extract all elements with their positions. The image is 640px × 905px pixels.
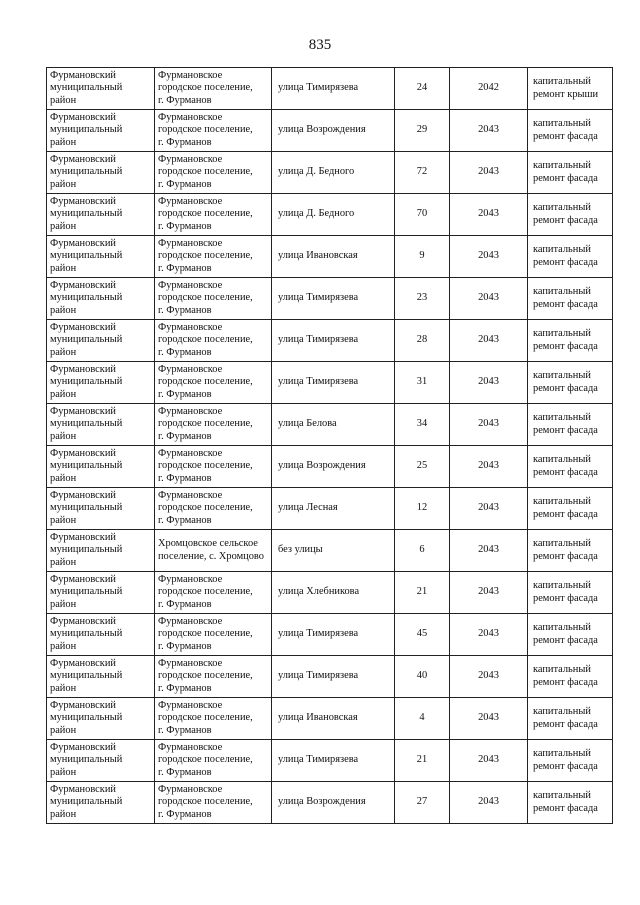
district-cell: Фурмановский муниципальный район [47,656,155,698]
work-type-cell: капитальный ремонт фасада [528,320,613,362]
house-number-cell: 72 [395,152,450,194]
street-cell: улица Возрождения [272,110,395,152]
year-cell: 2043 [450,320,528,362]
street-cell: улица Ивановская [272,698,395,740]
house-number-cell: 4 [395,698,450,740]
work-type-cell: капитальный ремонт фасада [528,740,613,782]
district-cell: Фурмановский муниципальный район [47,530,155,572]
year-cell: 2043 [450,404,528,446]
district-cell: Фурмановский муниципальный район [47,152,155,194]
table-row [47,194,613,236]
work-type-cell: капитальный ремонт фасада [528,236,613,278]
district-cell: Фурмановский муниципальный район [47,362,155,404]
settlement-cell: Фурмановское городское поселение, г. Фурманов [155,320,272,362]
settlement-cell: Фурмановское городское поселение, г. Фурманов [155,278,272,320]
work-type-cell: капитальный ремонт крыши [528,68,613,110]
table-row [47,152,613,194]
settlement-cell: Фурмановское городское поселение, г. Фурманов [155,572,272,614]
district-cell: Фурмановский муниципальный район [47,614,155,656]
year-cell: 2043 [450,446,528,488]
year-cell: 2043 [450,656,528,698]
table-row [47,614,613,656]
street-cell: улица Тимирязева [272,68,395,110]
district-cell: Фурмановский муниципальный район [47,698,155,740]
district-cell: Фурмановский муниципальный район [47,320,155,362]
table-row [47,236,613,278]
district-cell: Фурмановский муниципальный район [47,404,155,446]
district-cell: Фурмановский муниципальный район [47,740,155,782]
settlement-cell: Фурмановское городское поселение, г. Фурманов [155,698,272,740]
table-row [47,698,613,740]
street-cell: улица Д. Бедного [272,194,395,236]
district-cell: Фурмановский муниципальный район [47,236,155,278]
table-row [47,68,613,110]
table-row [47,656,613,698]
table-row [47,404,613,446]
settlement-cell: Фурмановское городское поселение, г. Фурманов [155,404,272,446]
work-type-cell: капитальный ремонт фасада [528,488,613,530]
work-type-cell: капитальный ремонт фасада [528,614,613,656]
settlement-cell: Фурмановское городское поселение, г. Фурманов [155,152,272,194]
work-type-cell: капитальный ремонт фасада [528,572,613,614]
house-number-cell: 31 [395,362,450,404]
page-number: 835 [308,37,332,53]
house-number-cell: 25 [395,446,450,488]
settlement-cell: Фурмановское городское поселение, г. Фурманов [155,446,272,488]
house-number-cell: 6 [395,530,450,572]
street-cell: улица Возрождения [272,782,395,824]
district-cell: Фурмановский муниципальный район [47,110,155,152]
district-cell: Фурмановский муниципальный район [47,572,155,614]
settlement-cell: Фурмановское городское поселение, г. Фурманов [155,614,272,656]
table-row [47,110,613,152]
table-row [47,278,613,320]
year-cell: 2043 [450,278,528,320]
settlement-cell: Фурмановское городское поселение, г. Фурманов [155,782,272,824]
year-cell: 2043 [450,530,528,572]
year-cell: 2042 [450,68,528,110]
settlement-cell: Фурмановское городское поселение, г. Фурманов [155,656,272,698]
table-body [47,68,613,824]
year-cell: 2043 [450,110,528,152]
street-cell: улица Тимирязева [272,614,395,656]
work-type-cell: капитальный ремонт фасада [528,782,613,824]
settlement-cell: Фурмановское городское поселение, г. Фурманов [155,68,272,110]
settlement-cell: Фурмановское городское поселение, г. Фурманов [155,236,272,278]
work-type-cell: капитальный ремонт фасада [528,110,613,152]
table-row [47,446,613,488]
house-number-cell: 34 [395,404,450,446]
table-row [47,740,613,782]
settlement-cell: Хромцовское сельское поселение, с. Хромцово [155,530,272,572]
work-type-cell: капитальный ремонт фасада [528,530,613,572]
district-cell: Фурмановский муниципальный район [47,68,155,110]
house-number-cell: 70 [395,194,450,236]
house-number-cell: 21 [395,740,450,782]
street-cell: улица Возрождения [272,446,395,488]
year-cell: 2043 [450,572,528,614]
table-row [47,488,613,530]
settlement-cell: Фурмановское городское поселение, г. Фурманов [155,740,272,782]
street-cell: улица Тимирязева [272,278,395,320]
table-row [47,530,613,572]
work-type-cell: капитальный ремонт фасада [528,278,613,320]
work-type-cell: капитальный ремонт фасада [528,446,613,488]
table-row [47,782,613,824]
house-number-cell: 29 [395,110,450,152]
street-cell: без улицы [272,530,395,572]
district-cell: Фурмановский муниципальный район [47,446,155,488]
street-cell: улица Белова [272,404,395,446]
settlement-cell: Фурмановское городское поселение, г. Фурманов [155,110,272,152]
work-type-cell: капитальный ремонт фасада [528,404,613,446]
housing-repair-table [46,67,613,824]
year-cell: 2043 [450,362,528,404]
settlement-cell: Фурмановское городское поселение, г. Фурманов [155,194,272,236]
work-type-cell: капитальный ремонт фасада [528,656,613,698]
work-type-cell: капитальный ремонт фасада [528,362,613,404]
street-cell: улица Д. Бедного [272,152,395,194]
year-cell: 2043 [450,614,528,656]
year-cell: 2043 [450,152,528,194]
street-cell: улица Тимирязева [272,362,395,404]
year-cell: 2043 [450,740,528,782]
work-type-cell: капитальный ремонт фасада [528,194,613,236]
house-number-cell: 9 [395,236,450,278]
table-row [47,320,613,362]
street-cell: улица Лесная [272,488,395,530]
street-cell: улица Тимирязева [272,656,395,698]
year-cell: 2043 [450,236,528,278]
year-cell: 2043 [450,698,528,740]
house-number-cell: 24 [395,68,450,110]
table-row [47,362,613,404]
year-cell: 2043 [450,194,528,236]
year-cell: 2043 [450,782,528,824]
district-cell: Фурмановский муниципальный район [47,194,155,236]
work-type-cell: капитальный ремонт фасада [528,152,613,194]
street-cell: улица Ивановская [272,236,395,278]
house-number-cell: 12 [395,488,450,530]
street-cell: улица Хлебникова [272,572,395,614]
settlement-cell: Фурмановское городское поселение, г. Фурманов [155,362,272,404]
house-number-cell: 45 [395,614,450,656]
street-cell: улица Тимирязева [272,320,395,362]
table-row [47,572,613,614]
house-number-cell: 21 [395,572,450,614]
work-type-cell: капитальный ремонт фасада [528,698,613,740]
street-cell: улица Тимирязева [272,740,395,782]
year-cell: 2043 [450,488,528,530]
house-number-cell: 27 [395,782,450,824]
settlement-cell: Фурмановское городское поселение, г. Фурманов [155,488,272,530]
district-cell: Фурмановский муниципальный район [47,278,155,320]
house-number-cell: 40 [395,656,450,698]
district-cell: Фурмановский муниципальный район [47,782,155,824]
house-number-cell: 23 [395,278,450,320]
house-number-cell: 28 [395,320,450,362]
district-cell: Фурмановский муниципальный район [47,488,155,530]
